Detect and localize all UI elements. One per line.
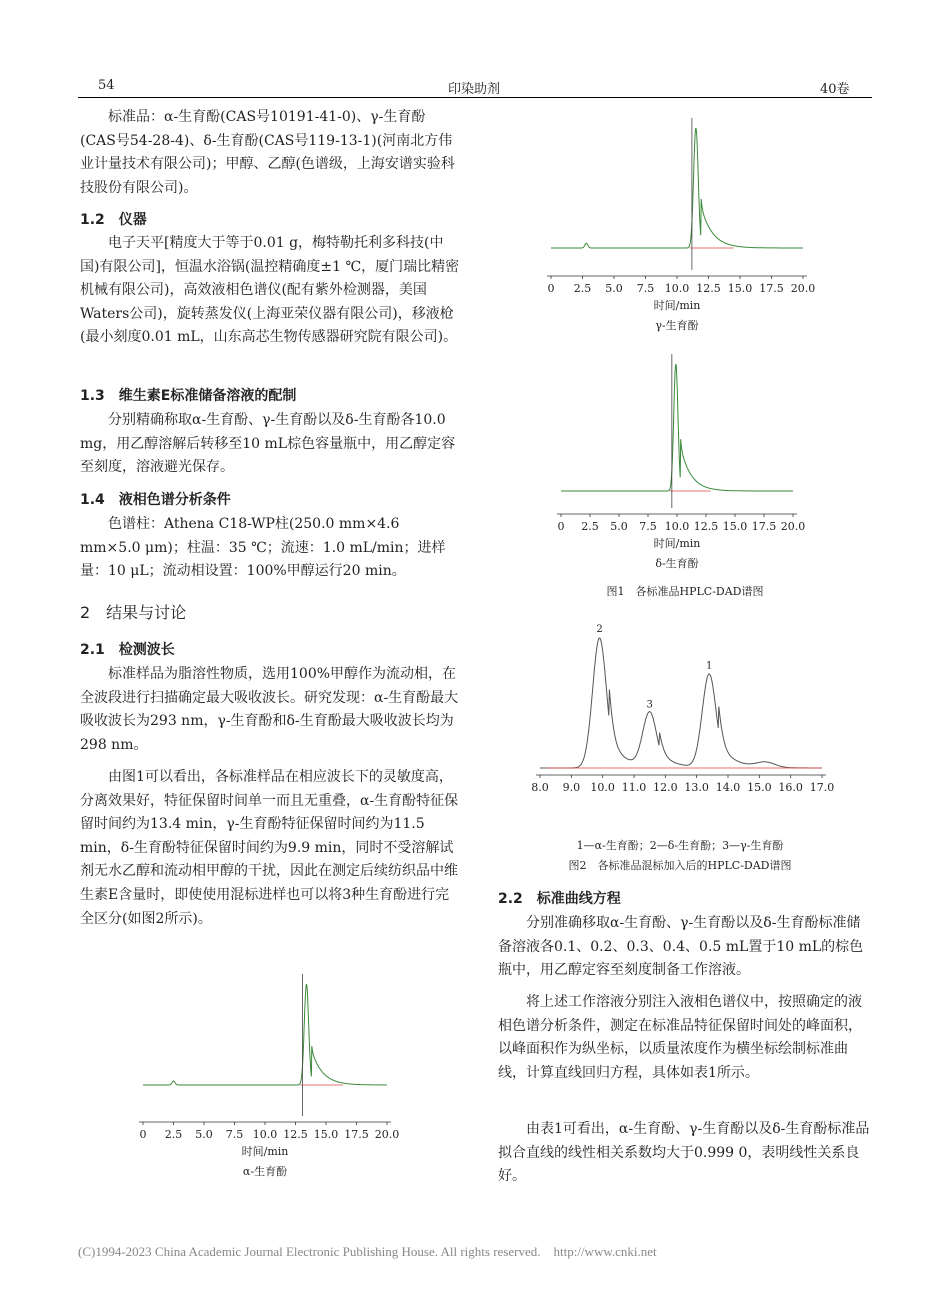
para-wavelength: 标准样品为脂溶性物质，选用100%甲醇作为流动相，在全波段进行扫描确定最大吸收波长。研究发现：α-生育酚最大吸收波长为293 nm，γ-生育酚和δ-生育酚最大吸收波长均为298 nm。 [80, 666, 459, 753]
para-curve-2: 将上述工作溶液分别注入液相色谱仪中，按照确定的液相色谱分析条件，测定在标准品特征保留时间处的峰面积，以峰面积作为纵坐标，以质量浓度作为横坐标绘制标准曲线，计算直线回归方程，具体如表1所示。 [498, 994, 862, 1081]
chromatogram-trace [551, 129, 803, 248]
para-fig1-discussion: 由图1可以看出，各标准样品在相应波长下的灵敏度高，分离效果好，特征保留时间单一而且无重叠，α-生育酚特征保留时间约为13.4 min，γ-生育酚特征保留时间约为11.5 min，δ-生育酚特征保留时间约为9.9 min，同时不受溶解试剂无水乙醇和流动相甲醇的干扰，因此在测定后续纺织品中维生素E含量时，即使使用混标进样也可以将3种生育酚进行完全区分(如图2所示)。 [80, 769, 459, 927]
x-tick-label: 16.0 [778, 781, 803, 794]
x-tick-label: 7.5 [636, 282, 655, 295]
para-curve-3: 由表1可看出，α-生育酚、γ-生育酚以及δ-生育酚标准品拟合直线的线性相关系数均大于0.999 0，表明线性关系良好。 [498, 1121, 870, 1185]
x-tick-label: 20.0 [374, 1128, 400, 1141]
chart-title: γ-生育酚 [655, 319, 699, 332]
chart-mixed [520, 610, 840, 820]
x-tick-label: 2.5 [573, 282, 592, 295]
peak-label: 2 [596, 624, 603, 635]
heading-2-2: 2.2 标准曲线方程 [498, 891, 621, 907]
chromatogram-trace [143, 984, 387, 1085]
peak-label: 1 [706, 660, 713, 672]
x-axis-label: 时间/min [653, 299, 701, 312]
chart-title: δ-生育酚 [655, 557, 699, 570]
x-tick-label: 10.0 [664, 282, 690, 295]
heading-1-3: 1.3 维生素E标准储备溶液的配制 [80, 388, 297, 404]
x-tick-label: 10.0 [590, 781, 615, 794]
x-tick-label: 15.0 [747, 781, 772, 794]
x-tick-label: 15.0 [727, 282, 753, 295]
para-curve-1: 分别准确移取α-生育酚、γ-生育酚以及δ-生育酚标准储备溶液各0.1、0.2、0.3、0.4、0.5 mL置于10 mL的棕色瓶中，用乙醇定容至刻度制备工作溶液。 [498, 915, 864, 979]
para-conditions: 色谱柱：Athena C18-WP柱(250.0 mm×4.6 mm×5.0 μm)；柱温：35 ℃；流速：1.0 mL/min；进样量：10 μL；流动相设置：100%甲醇运行20 min。 [80, 516, 446, 580]
para-instruments: 电子天平[精度大于等于0.01 g，梅特勒托利多科技(中国)有限公司]，恒温水浴锅(温控精确度±1 ℃，厦门瑞比精密机械有限公司)，高效液相色谱仪(配有紫外检测器，美国Waters公司)，旋转蒸发仪(上海亚荣仪器有限公司)，移液枪(最小刻度0.01 mL，山东高芯生物传感器研究院有限公司)。 [80, 235, 460, 346]
x-tick-label: 8.0 [531, 781, 549, 794]
chromatogram-trace [540, 638, 822, 768]
fig2-legend: 1—α-生育酚；2—δ-生育酚；3—γ-生育酚 [576, 839, 784, 852]
heading-2: 2 结果与讨论 [80, 603, 187, 622]
x-axis-label: 时间/min [241, 1145, 289, 1158]
header-rule [78, 97, 872, 98]
x-tick-label: 5.0 [605, 282, 623, 295]
volume: 40卷 [820, 82, 850, 97]
chart-delta [545, 350, 815, 578]
chromatogram-trace [561, 365, 793, 491]
x-tick-label: 2.5 [164, 1128, 183, 1141]
heading-1-2: 1.2 仪器 [80, 212, 147, 228]
x-tick-label: 5.0 [610, 520, 628, 533]
para-standards: 标准品：α-生育酚(CAS号10191-41-0)、γ-生育酚(CAS号54-28-4)、δ-生育酚(CAS号119-13-1)(河南北方伟业计量技术有限公司)；甲醇、乙醇(色谱级，上海安谱实验科技股份有限公司)。 [80, 109, 455, 196]
x-tick-label: 20.0 [790, 282, 816, 295]
x-tick-label: 20.0 [780, 520, 806, 533]
x-tick-label: 12.0 [653, 781, 678, 794]
x-tick-label: 12.5 [693, 520, 719, 533]
chart-title: α-生育酚 [242, 1165, 288, 1178]
x-tick-label: 5.0 [195, 1128, 213, 1141]
x-tick-label: 15.0 [313, 1128, 339, 1141]
x-tick-label: 17.5 [759, 282, 784, 295]
fig2-caption: 图2 各标准品混标加入后的HPLC-DAD谱图 [568, 859, 792, 872]
x-tick-label: 10.0 [664, 520, 690, 533]
x-tick-label: 17.5 [751, 520, 777, 533]
x-tick-label: 11.0 [621, 781, 647, 794]
footer-copyright: (C)1994-2023 China Academic Journal Electronic Publishing House. All rights reserved. http://www.cnki.net [78, 1244, 657, 1259]
chart-alpha [125, 972, 415, 1192]
heading-2-1: 2.1 检测波长 [80, 642, 175, 658]
x-tick-label: 12.5 [283, 1128, 308, 1141]
para-stock: 分别精确称取α-生育酚、γ-生育酚以及δ-生育酚各10.0 mg，用乙醇溶解后转移至10 mL棕色容量瓶中，用乙醇定容至刻度，溶液避光保存。 [80, 412, 456, 476]
x-tick-label: 7.5 [639, 520, 657, 533]
x-tick-label: 2.5 [581, 520, 599, 533]
x-axis-label: 时间/min [653, 537, 701, 550]
heading-1-4: 1.4 液相色谱分析条件 [80, 492, 231, 508]
x-tick-label: 7.5 [225, 1128, 244, 1141]
x-tick-label: 15.0 [722, 520, 748, 533]
journal-name: 印染助剂 [448, 82, 501, 97]
x-tick-label: 10.0 [252, 1128, 278, 1141]
x-tick-label: 0 [557, 520, 565, 533]
peak-label: 3 [646, 699, 653, 711]
page-number: 54 [98, 78, 115, 93]
x-tick-label: 0 [139, 1128, 147, 1141]
x-tick-label: 17.5 [344, 1128, 369, 1141]
x-tick-label: 9.0 [562, 781, 581, 794]
fig1-caption: 图1 各标准品HPLC-DAD谱图 [606, 585, 764, 598]
x-tick-label: 13.0 [684, 781, 709, 794]
x-tick-label: 17.0 [809, 781, 835, 794]
x-tick-label: 12.5 [696, 282, 721, 295]
chart-gamma [535, 114, 825, 339]
x-tick-label: 0 [547, 282, 555, 295]
x-tick-label: 14.0 [715, 781, 741, 794]
